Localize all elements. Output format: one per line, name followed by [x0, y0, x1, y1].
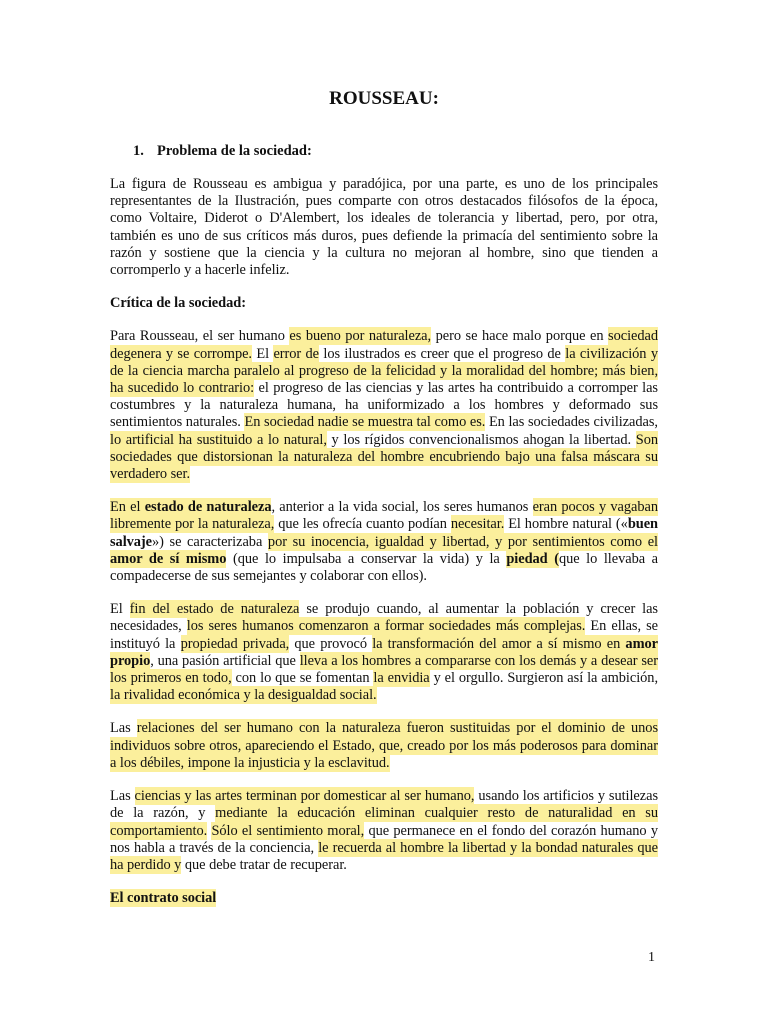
text-run: (que lo impulsaba a conservar la vida) y la	[226, 550, 507, 567]
section-number: 1.	[133, 143, 144, 159]
highlight: la civilización y de la ciencia marcha paralelo al progreso de la felicidad y la moralidad del hombre; más bien, ha sucedido lo contrario:	[110, 345, 658, 397]
text-run: El	[110, 601, 130, 618]
highlight: los seres humanos comenzaron a formar sociedades más complejas.	[186, 618, 586, 635]
text-run: los ilustrados es creer que el progreso de	[319, 345, 566, 362]
document-body	[110, 176, 658, 923]
paragraph-ciencias-artes	[110, 788, 658, 874]
paragraph-fin-estado	[110, 601, 658, 704]
text-run: con lo que se fomentan	[231, 670, 374, 687]
highlight: es bueno por naturaleza,	[289, 328, 432, 345]
highlight: En sociedad nadie se muestra tal como es.	[244, 414, 486, 431]
highlight-bold: estado de naturaleza	[144, 499, 272, 516]
highlight: le recuerda al hombre la libertad y la bondad naturales que ha perdido y	[110, 839, 658, 873]
text-run: En ellas, se instituyó la	[110, 618, 658, 652]
text-run: En las sociedades civilizadas,	[485, 414, 658, 431]
text-run: ») se caracterizaba	[152, 533, 268, 550]
text-run: que permanece en el fondo del corazón humano y nos habla a través de la conciencia,	[110, 822, 658, 856]
text-run: el progreso de las ciencias y las artes ha contribuido a corromper las costumbres y la naturaleza humana, ha uniformizado a los hombres y deformado sus sentimientos naturales.	[110, 380, 658, 431]
text-run: , una pasión artificial que	[150, 652, 300, 669]
highlight: El contrato social	[110, 890, 217, 907]
highlight-bold: piedad (	[506, 550, 559, 567]
highlight: la envidia	[373, 670, 430, 687]
text-run: pero se hace malo porque en	[431, 328, 609, 345]
text-run: Las	[110, 788, 135, 805]
bold-term: buen salvaje	[110, 516, 659, 550]
text-run: se produjo cuando, al aumentar la población y crecer las necesidades,	[110, 601, 658, 635]
highlight: mediante la educación eliminan cualquier resto de naturalidad en su comportamiento.	[110, 805, 659, 839]
section-heading	[133, 142, 312, 160]
text-run: El	[251, 345, 274, 362]
text-run: que provocó	[289, 635, 373, 652]
text-run: Para Rousseau, el ser humano	[110, 328, 290, 345]
subheading-contrato	[110, 890, 658, 907]
paragraph-critica	[110, 328, 658, 483]
text-run: que les ofrecía cuanto podían	[274, 516, 451, 533]
highlight: la transformación del amor a sí mismo en	[372, 635, 626, 652]
text-run: que debe tratar de recuperar.	[181, 856, 347, 873]
document-title: ROUSSEAU:	[329, 88, 439, 109]
text-run: , anterior a la vida social, los seres humanos	[271, 499, 533, 516]
highlight-bold: amor de sí mismo	[110, 550, 227, 567]
highlight: lo artificial ha sustituido a lo natural,	[110, 431, 327, 448]
highlight: sociedad degenera y se corrompe.	[110, 328, 658, 362]
paragraph-relaciones	[110, 720, 658, 772]
text-run: El hombre natural («	[504, 516, 628, 533]
text-run: que lo llevaba a compadecerse de sus semejantes y colaborar con ellos).	[110, 550, 658, 585]
highlight: propiedad privada,	[180, 635, 290, 652]
highlight: relaciones del ser humano con la naturaleza fueron sustituidas por el dominio de unos individuos sobre otros, apareciendo el Estado, que, creado por los más poderosos para dominar a los débiles, impone la injusticia y la esclavitud.	[110, 720, 658, 771]
highlight: error de	[273, 345, 320, 362]
highlight: ciencias y las artes terminan por domesticar al ser humano,	[134, 788, 475, 805]
highlight: la rivalidad económica y la desigualdad social.	[110, 687, 377, 704]
highlight: por su inocencia, igualdad y libertad, y por sentimientos como el	[267, 533, 658, 550]
highlight: Son sociedades que distorsionan la naturaleza del hombre encubriendo bajo una falsa máscara su verdadero ser.	[110, 431, 658, 483]
intro-paragraph: La figura de Rousseau es ambigua y paradójica, por una parte, es uno de los principales representantes de la Ilustración, pues comparte con otros destacados filósofos de la época, como Voltaire, Diderot o D'Alembert, los ideales de tolerancia y libertad, pero, por otra, también es uno de sus críticos más duros, pues defiende la primacía del sentimiento sobre la razón y sostiene que la ciencia y la cultura no mejoran al hombre, sino que tienden a corromperlo y a hacerle infeliz.	[110, 176, 658, 279]
highlight: eran pocos y vagaban libremente por la naturaleza,	[110, 499, 658, 533]
subheading-critica: Crítica de la sociedad:	[110, 295, 246, 312]
text-run: Las	[110, 720, 137, 737]
page-number: 1	[648, 950, 655, 965]
highlight: lleva a los hombres a compararse con los demás y a desear ser los primeros en todo,	[110, 652, 658, 687]
highlight-bold: amor propio	[110, 635, 658, 669]
highlight: necesitar.	[450, 516, 505, 533]
paragraph-estado-naturaleza	[110, 499, 658, 585]
text-run: y el orgullo. Surgieron así la ambición,	[429, 670, 659, 687]
text-run: y los rígidos convencionalismos ahogan la libertad.	[326, 431, 636, 448]
text-run: usando los artificios y sutilezas de la razón, y	[110, 788, 658, 822]
highlight: En el	[110, 499, 145, 516]
section-title: Problema de la sociedad:	[157, 143, 312, 159]
highlight: Sólo el sentimiento moral,	[211, 822, 365, 839]
highlight: fin del estado de naturaleza	[129, 601, 300, 618]
